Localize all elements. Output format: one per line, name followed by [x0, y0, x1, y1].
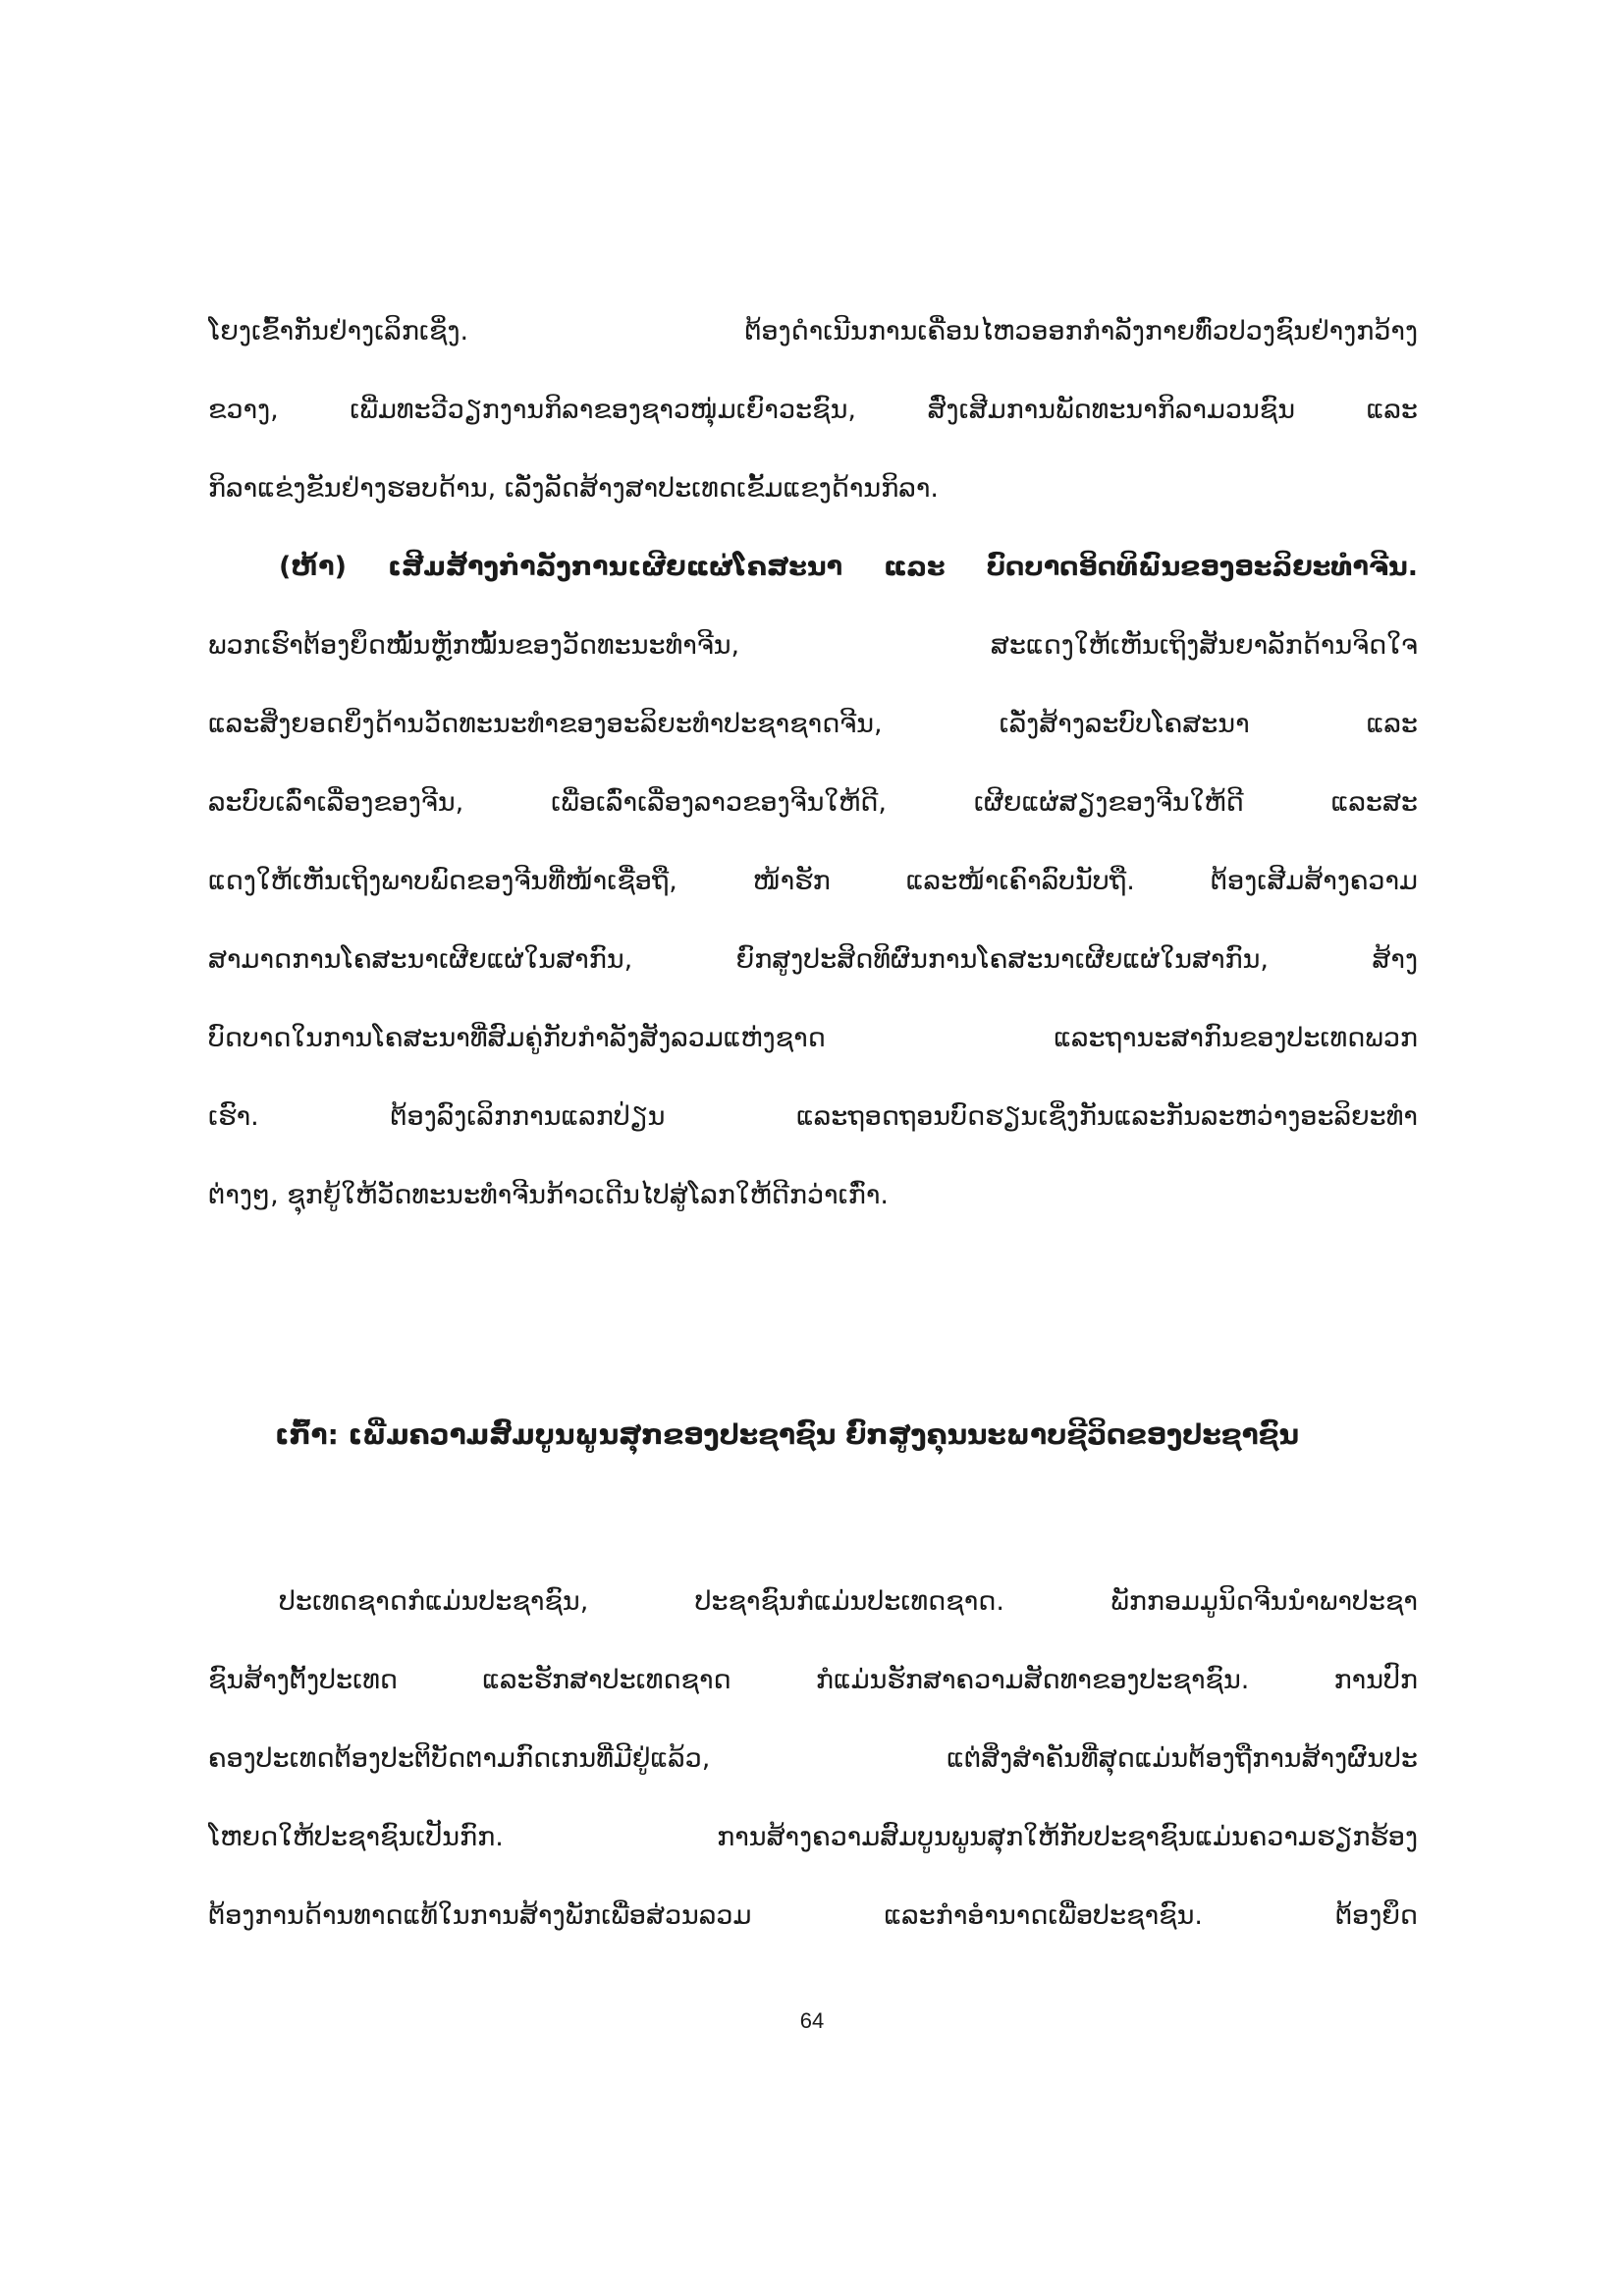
paragraph-line: ສາມາດການໂຄສະນາເຜີຍແຜ່ໃນສາກົນ, ຍົກສູງປະສິດທິຜົນການໂຄສະນາເຜີຍແຜ່ໃນສາກົນ, ສ້າງ [208, 944, 1418, 975]
section-five-lead: (ຫ້າ) ເສີມສ້າງກຳລັງການເຜີຍແຜ່ໂຄສະນາ ແລະ ບົດບາດອິດທິພົນຂອງອະລິຍະທຳຈີນ. [279, 552, 1418, 582]
paragraph-line: ພວກເຮົາຕ້ອງຍຶດໝັ້ນຫຼັກໝັ້ນຂອງວັດທະນະທຳຈີນ, ສະແດງໃຫ້ເຫັນເຖິງສັນຍາລັກດ້ານຈິດໃຈ [208, 630, 1418, 661]
paragraph-line: ແລະສິ່ງຍອດຍິ່ງດ້ານວັດທະນະທຳຂອງອະລິຍະທຳປະຊາຊາດຈີນ, ເລັ່ງສ້າງລະບົບໂຄສະນາ ແລະ [208, 709, 1418, 739]
paragraph-line: ຕ້ອງການດ້ານທາດແທ້ໃນການສ້າງພັກເພື່ອສ່ວນລວມ ແລະກຳອຳນາດເພື່ອປະຊາຊົນ. ຕ້ອງຍຶດ [208, 1900, 1418, 1931]
section-five-paragraph [208, 528, 1418, 1235]
paragraph-line: ແດງໃຫ້ເຫັນເຖິງພາບພົດຂອງຈີນທີ່ໜ້າເຊື່ອຖື, ໜ້າຮັກ ແລະໜ້າເຄົາລົບນັບຖື. ຕ້ອງເສີມສ້າງຄວາມ [208, 866, 1418, 896]
paragraph-line: ຄອງປະເທດຕ້ອງປະຕິບັດຕາມກົດເກນທີ່ມີຢູ່ແລ້ວ, ແຕ່ສິ່ງສຳຄັນທີ່ສຸດແມ່ນຕ້ອງຖືການສ້າງຜົນປະ [208, 1743, 1418, 1774]
paragraph-line: ເຮົາ. ຕ້ອງລົງເລິກການແລກປ່ຽນ ແລະຖອດຖອນບົດຮຽນເຊິ່ງກັນແລະກັນລະຫວ່າງອະລິຍະທຳ [208, 1101, 1418, 1132]
paragraph-line: ຊົນສ້າງຕັ້ງປະເທດ ແລະຮັກສາປະເທດຊາດ ກໍແມ່ນຮັກສາຄວາມສັດທາຂອງປະຊາຊົນ. ການປົກ [208, 1665, 1418, 1695]
paragraph-line: ບົດບາດໃນການໂຄສະນາທີ່ສົມຄູ່ກັບກຳລັງສັງລວມແຫ່ງຊາດ ແລະຖານະສາກົນຂອງປະເທດພວກ [208, 1023, 1418, 1053]
section-nine-paragraph [208, 1563, 1418, 1955]
page-number: 64 [799, 2008, 825, 2033]
section-top-paragraph [208, 293, 1418, 528]
paragraph-line: ປະເທດຊາດກໍແມ່ນປະຊາຊົນ, ປະຊາຊົນກໍແມ່ນປະເທດຊາດ. ພັກກອມມູນິດຈີນນຳພາປະຊາ [279, 1586, 1418, 1617]
paragraph-line: ກິລາແຂ່ງຂັນຢ່າງຮອບດ້ານ, ເລັ່ງລັດສ້າງສາປະເທດເຂັ້ມແຂງດ້ານກິລາ. [208, 473, 939, 504]
paragraph-line: ຕ່າງໆ, ຊຸກຍູ້ໃຫ້ວັດທະນະທຳຈີນກ້າວເດີນໄປສູ່ໂລກໃຫ້ດີກວ່າເກົ່າ. [208, 1180, 889, 1210]
paragraph-line: ລະບົບເລົ່າເລື່ອງຂອງຈີນ, ເພື່ອເລົ່າເລື່ອງລາວຂອງຈີນໃຫ້ດີ, ເຜີຍແຜ່ສຽງຂອງຈີນໃຫ້ດີ ແລະສະ [208, 787, 1418, 818]
paragraph-line: ໂຍງເຂົ້າກັນຢ່າງເລິກເຊິ່ງ. ຕ້ອງດຳເນີນການເຄື່ອນໄຫວອອກກຳລັງກາຍທົ່ວປວງຊົນຢ່າງກວ້າງ [208, 316, 1418, 347]
paragraph-line: ຂວາງ, ເພີ່ມທະວີວຽກງານກິລາຂອງຊາວໜຸ່ມເຍົາວະຊົນ, ສົ່ງເສີມການພັດທະນາກິລາມວນຊົນ ແລະ [208, 395, 1418, 425]
paragraph-line: ໂຫຍດໃຫ້ປະຊາຊົນເປັນກົກ. ການສ້າງຄວາມສົມບູນພູນສຸກໃຫ້ກັບປະຊາຊົນແມ່ນຄວາມຮຽກຮ້ອງ [208, 1822, 1418, 1852]
section-nine-heading: ເກົ້າ: ເພີ່ມຄວາມສົມບູນພູນສຸກຂອງປະຊາຊົນ ຍົກສູງຄຸນນະພາບຊີວິດຂອງປະຊາຊົນ [275, 1418, 1299, 1451]
